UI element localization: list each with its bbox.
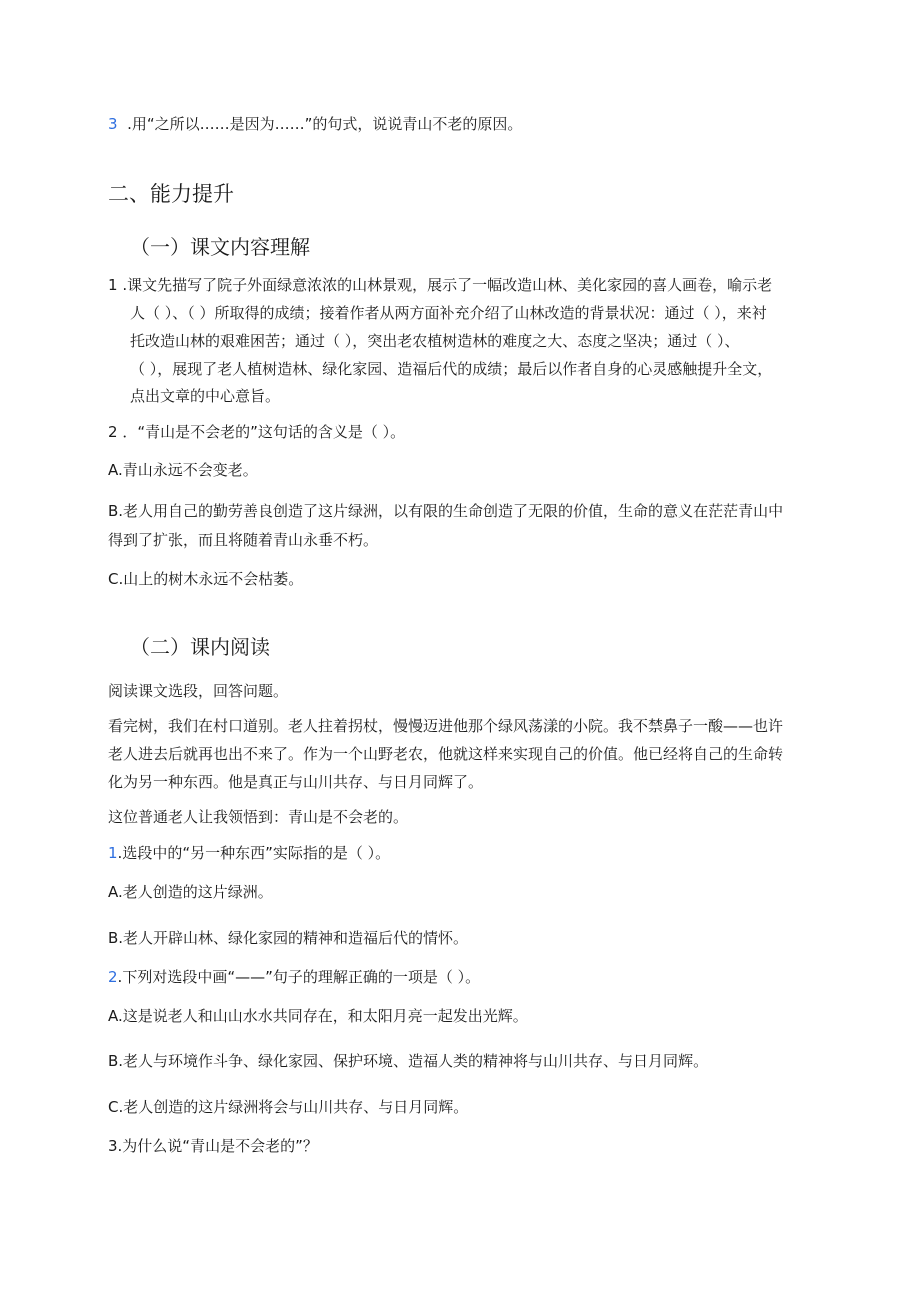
reading-passage-line-3: 化为另一种东西。他是真正与山川共存、与日月同辉了。 <box>108 773 484 791</box>
section-heading: 二、能力提升 <box>108 182 234 206</box>
option-b: B.老人与环境作斗争、绿化家园、保护环境、造福人类的精神将与山川共存、与日月同辉。 <box>108 1052 709 1070</box>
reading-question-2: 2.下列对选段中画“——”句子的理解正确的一项是（ ）。 <box>108 968 481 986</box>
option-c: C.山上的树木永远不会枯萎。 <box>108 570 304 588</box>
question-number: 2 <box>108 423 118 441</box>
question-1-line-2: 人（ ）、（ ）所取得的成绩；接着作者从两方面补充介绍了山林改造的背景状况：通过（ ），来衬 <box>130 304 767 322</box>
question-number: 1 <box>108 276 118 294</box>
question-1-line-5: 点出文章的中心意旨。 <box>130 387 281 405</box>
reading-passage-line-1: 看完树，我们在村口道别。老人拄着拐杖，慢慢迈进他那个绿风荡漾的小院。我不禁鼻子一酸——也许 <box>108 717 784 735</box>
option-b-line-1: B.老人用自己的勤劳善良创造了这片绿洲，以有限的生命创造了无限的价值，生命的意义在茫茫青山中 <box>108 502 784 520</box>
option-b-line-2: 得到了扩张，而且将随着青山永垂不朽。 <box>108 531 379 549</box>
option-c: C.老人创造的这片绿洲将会与山川共存、与日月同辉。 <box>108 1098 469 1116</box>
reading-passage-line-4: 这位普通老人让我领悟到：青山是不会老的。 <box>108 808 409 826</box>
option-a: A.老人创造的这片绿洲。 <box>108 883 273 901</box>
question-number: 2 <box>108 968 118 986</box>
question-2: 2 ．“青山是不会老的”这句话的含义是（ ）。 <box>108 423 406 441</box>
subsection-heading-2: （二）课内阅读 <box>130 635 270 659</box>
reading-question-1: 1.选段中的“另一种东西”实际指的是（ ）。 <box>108 844 391 862</box>
option-b: B.老人开辟山林、绿化家园的精神和造福后代的情怀。 <box>108 929 469 947</box>
reading-passage-line-2: 老人进去后就再也出不来了。作为一个山野老农，他就这样来实现自己的价值。他已经将自己的生命转 <box>108 745 784 763</box>
question-text: .用“之所以……是因为……”的句式，说说青山不老的原因。 <box>127 115 523 133</box>
question-1-line-4: （ ），展现了老人植树造林、绿化家园、造福后代的成绩；最后以作者自身的心灵感触提升全文， <box>130 360 773 378</box>
subsection-heading-1: （一）课文内容理解 <box>130 235 310 259</box>
question-1-line-3: 托改造山林的艰难困苦；通过（ ），突出老农植树造林的难度之大、态度之坚决；通过（ ）、 <box>130 332 740 350</box>
reading-question-3: 3.为什么说“青山是不会老的”？ <box>108 1137 318 1155</box>
question-number: 3 <box>108 115 118 133</box>
question-3-top <box>108 114 522 134</box>
question-1-line-1: 1 .课文先描写了院子外面绿意浓浓的山林景观，展示了一幅改造山林、美化家园的喜人画卷，喻示老 <box>108 276 773 294</box>
option-a: A.青山永远不会变老。 <box>108 461 258 479</box>
reading-intro: 阅读课文选段，回答问题。 <box>108 682 289 700</box>
question-number: 1 <box>108 844 118 862</box>
option-a: A.这是说老人和山山水水共同存在，和太阳月亮一起发出光辉。 <box>108 1007 528 1025</box>
